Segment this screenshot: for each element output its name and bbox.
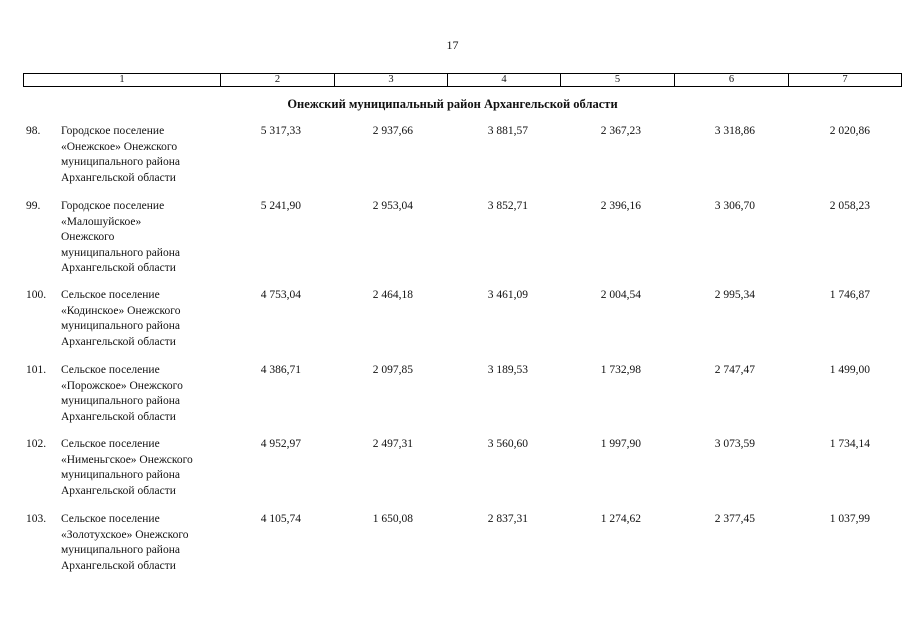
settlement-name-line: Архангельской области (61, 335, 176, 348)
settlement-name-line: «Порожское» Онежского (61, 379, 183, 392)
header-cell-7: 7 (788, 74, 901, 86)
settlement-name (61, 512, 221, 574)
value-cell-col-4: 3 560,60 (487, 438, 528, 450)
settlement-name-line: Архангельской области (61, 559, 176, 572)
value-cell-col-3: 1 650,08 (372, 513, 413, 525)
value-cell-col-4: 2 837,31 (487, 513, 528, 525)
value-cell-col-3: 2 497,31 (372, 438, 413, 450)
value-cell-col-2: 5 241,90 (260, 200, 301, 212)
value-cell-col-3: 2 937,66 (372, 125, 413, 137)
value-cell-col-3: 2 097,85 (372, 364, 413, 376)
value-cell-col-2: 5 317,33 (260, 125, 301, 137)
value-cell-col-7: 1 746,87 (829, 289, 870, 301)
value-cell-col-7: 1 734,14 (829, 438, 870, 450)
value-cell-col-2: 4 952,97 (260, 438, 301, 450)
settlement-name (61, 124, 221, 186)
value-cell-col-4: 3 881,57 (487, 125, 528, 137)
value-cell-col-6: 3 318,86 (714, 125, 755, 137)
table-header-row (23, 73, 902, 87)
header-cell-3: 3 (334, 74, 447, 86)
settlement-name-line: «Нименьгское» Онежского (61, 453, 193, 466)
value-cell-col-4: 3 189,53 (487, 364, 528, 376)
settlement-name (61, 288, 221, 350)
header-cell-1: 1 (119, 74, 125, 85)
row-number: 98. (26, 125, 41, 137)
settlement-name-line: Сельское поселение (61, 364, 160, 376)
value-cell-col-4: 3 461,09 (487, 289, 528, 301)
value-cell-col-5: 2 004,54 (600, 289, 641, 301)
settlement-name-line: муниципального района (61, 246, 180, 259)
row-number: 100. (26, 289, 47, 301)
settlement-name-line: Онежского (61, 231, 115, 243)
settlement-name-line: муниципального района (61, 395, 180, 407)
value-cell-col-6: 2 995,34 (714, 289, 755, 301)
settlement-name (61, 363, 221, 425)
value-cell-col-4: 3 852,71 (487, 200, 528, 212)
value-cell-col-3: 2 464,18 (372, 289, 413, 301)
settlement-name (61, 437, 221, 499)
value-cell-col-5: 1 274,62 (600, 513, 641, 525)
section-title: Онежский муниципальный район Архангельской области (287, 97, 618, 111)
settlement-name-line: Городское поселение (61, 125, 165, 137)
value-cell-col-5: 1 732,98 (600, 364, 641, 376)
value-cell-col-6: 2 377,45 (714, 513, 755, 525)
settlement-name-line: Архангельской области (61, 171, 176, 184)
value-cell-col-2: 4 386,71 (260, 364, 301, 376)
settlement-name-line: «Малошуйское» (61, 215, 142, 228)
value-cell-col-7: 1 037,99 (829, 513, 870, 525)
value-cell-col-6: 3 306,70 (714, 200, 755, 212)
value-cell-col-5: 1 997,90 (600, 438, 641, 450)
row-number: 102. (26, 438, 47, 450)
settlement-name-line: Сельское поселение (61, 438, 160, 450)
row-number: 103. (26, 513, 47, 525)
value-cell-col-3: 2 953,04 (372, 200, 413, 212)
settlement-name (61, 199, 221, 277)
value-cell-col-2: 4 105,74 (260, 513, 301, 525)
settlement-name-line: Архангельской области (61, 484, 176, 497)
value-cell-col-7: 2 020,86 (829, 125, 870, 137)
settlement-name-line: Городское поселение (61, 200, 165, 212)
value-cell-col-5: 2 396,16 (600, 200, 641, 212)
settlement-name-line: Архангельской области (61, 262, 176, 274)
settlement-name-line: муниципального района (61, 469, 180, 481)
settlement-name-line: Архангельской области (61, 410, 176, 423)
page-number: 17 (446, 38, 459, 52)
value-cell-col-2: 4 753,04 (260, 289, 301, 301)
value-cell-col-6: 2 747,47 (714, 364, 755, 376)
header-cell-2: 2 (220, 74, 334, 86)
settlement-name-line: муниципального района (61, 320, 180, 332)
settlement-name-line: «Золотухское» Онежского (61, 528, 189, 541)
settlement-name-line: муниципального района (61, 544, 180, 556)
value-cell-col-7: 1 499,00 (829, 364, 870, 376)
header-cell-5: 5 (560, 74, 674, 86)
row-number: 101. (26, 364, 47, 376)
row-number: 99. (26, 200, 41, 212)
settlement-name-line: муниципального района (61, 156, 180, 168)
settlement-name-line: Сельское поселение (61, 289, 160, 301)
settlement-name-line: «Кодинское» Онежского (61, 304, 181, 317)
value-cell-col-7: 2 058,23 (829, 200, 870, 212)
settlement-name-line: Сельское поселение (61, 513, 160, 525)
value-cell-col-5: 2 367,23 (600, 125, 641, 137)
value-cell-col-6: 3 073,59 (714, 438, 755, 450)
header-cell-4: 4 (447, 74, 560, 86)
settlement-name-line: «Онежское» Онежского (61, 140, 178, 153)
header-cell-6: 6 (674, 74, 788, 86)
